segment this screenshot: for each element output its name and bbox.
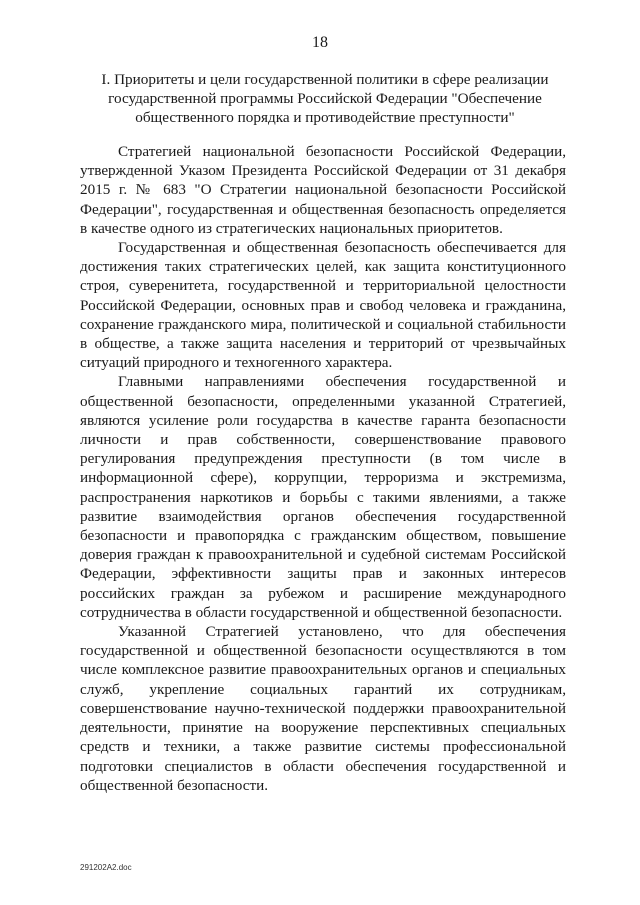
paragraph: Главными направлениями обеспечения государственной и общественной безопасности, определенными указанной Стратегией, являются усиление роли государства в качестве гаранта безопасности личности и прав собственности, совершенствование правового регулирования предупреждения преступности (в том числе в информационной сфере), коррупции, терроризма и экстремизма, распространения наркотиков и борьбы с такими явлениями, а также развитие взаимодействия органов обеспечения государственной безопасности и правопорядка с гражданским обществом, повышение доверия граждан к правоохранительной и судебной системам Российской Федерации, эффективности защиты прав и законных интересов российских граждан за рубежом и расширение международного сотрудничества в области государственной и общественной безопасности. [80, 373, 566, 621]
paragraph: Указанной Стратегией установлено, что для обеспечения государственной и общественной безопасности осуществляются в том числе комплексное развитие правоохранительных органов и специальных служб, укрепление социальных гарантий их сотрудникам, совершенствование научно-технической поддержки правоохранительной деятельности, принятие на вооружение перспективных специальных средств и техники, а также развитие системы профессиональной подготовки специалистов в области обеспечения государственной и общественной безопасности. [80, 623, 566, 794]
file-footer: 291202A2.doc [80, 863, 132, 872]
paragraph: Стратегией национальной безопасности Российской Федерации, утвержденной Указом Президента Российской Федерации от 31 декабря 2015 г. № 683 "О Стратегии национальной безопасности Российской Федерации", государственная и общественная безопасность определяется в качестве одного из стратегических национальных приоритетов. [80, 143, 566, 237]
body-text [80, 142, 566, 795]
section-heading: I. Приоритеты и цели государственной политики в сфере реализации государственной программы Российской Федерации "Обеспечение общественного порядка и противодействие преступности" [101, 71, 549, 126]
paragraph: Государственная и общественная безопасность обеспечивается для достижения таких стратегических целей, как защита конституционного строя, суверенитета, государственной и территориальной целостности Российской Федерации, основных прав и свобод человека и гражданина, сохранение гражданского мира, политической и социальной стабильности в обществе, а также защита населения и территорий от чрезвычайных ситуаций природного и техногенного характера. [80, 239, 566, 372]
page-number: 18 [312, 34, 328, 51]
